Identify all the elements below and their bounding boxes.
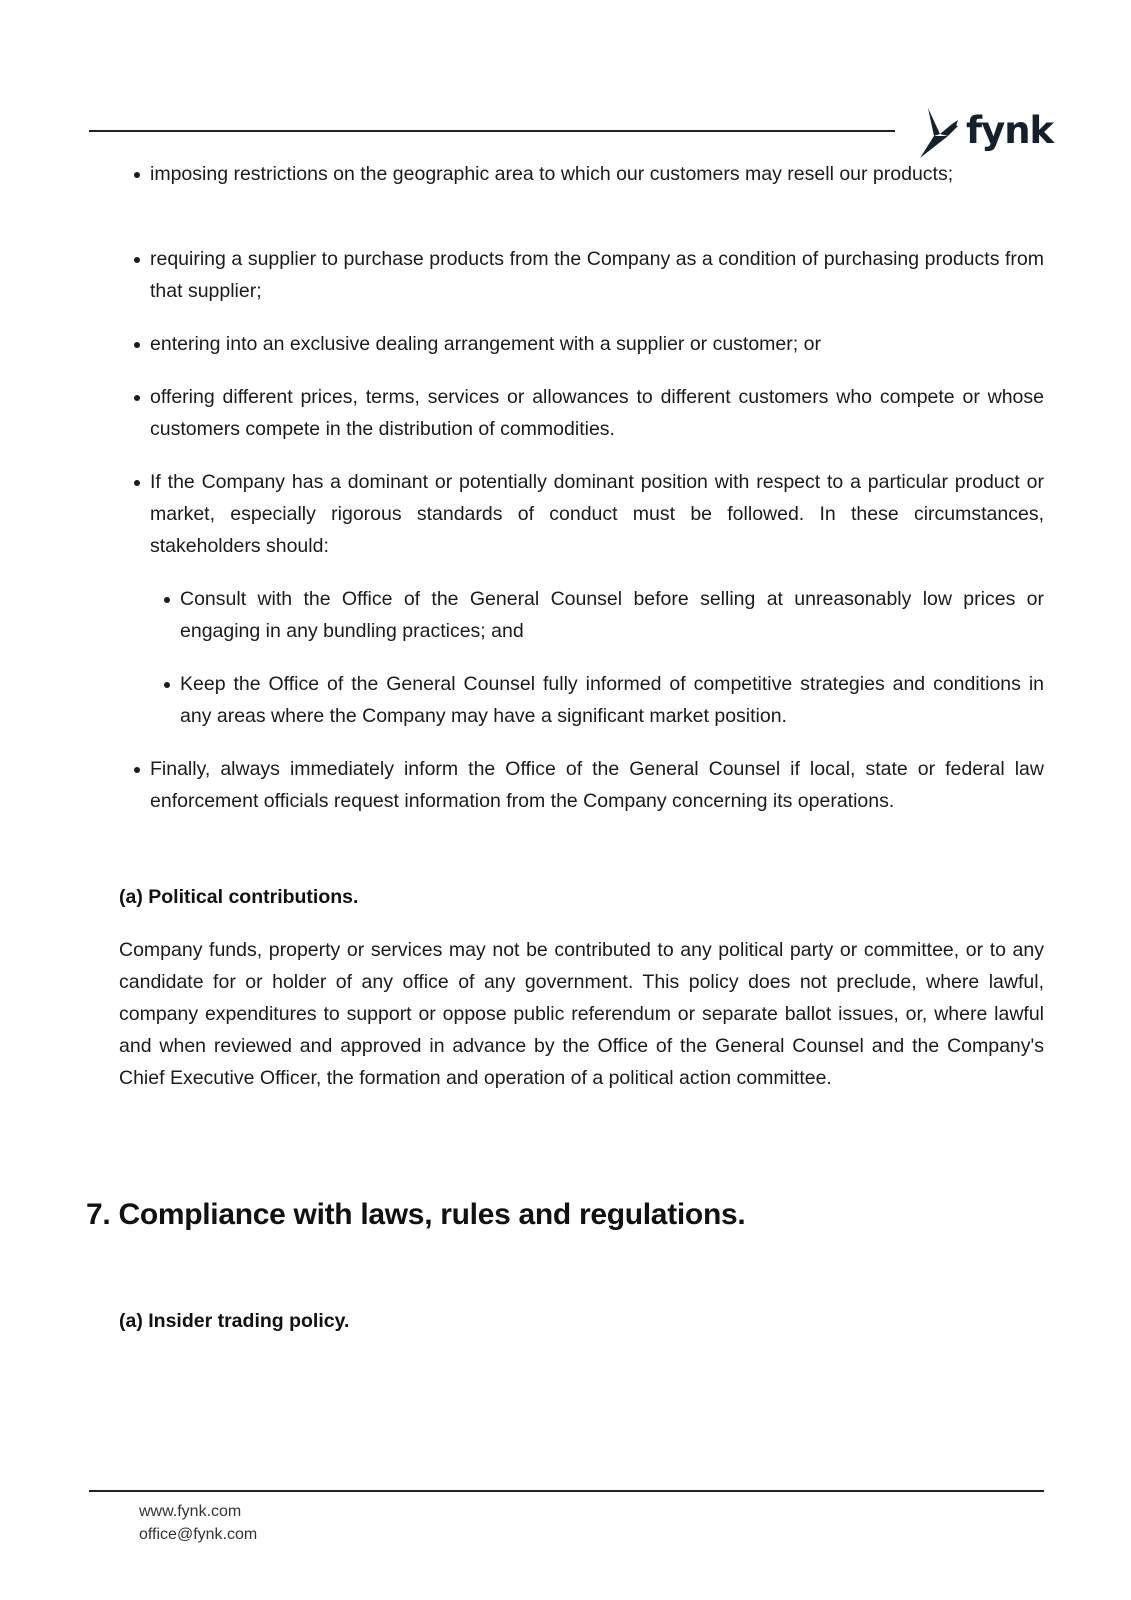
logo-text: fynk <box>966 108 1054 152</box>
sub-list-item: Keep the Office of the General Counsel fully informed of competitive strategies and conditions in any areas where the Company may have a significant market position. <box>180 668 1044 732</box>
political-contributions-heading: (a) Political contributions. <box>119 886 359 908</box>
political-contributions-paragraph: Company funds, property or services may not be contributed to any political party or committee, or to any candidate for or holder of any office of any government. This policy does not preclude, where lawful, company expenditures to support or oppose public referendum or separate ballot issues, or, where lawful and when reviewed and approved in advance by the Office of the General Counsel and the Company's Chief Executive Officer, the formation and operation of a political action committee. <box>119 939 1044 1089</box>
list-item: entering into an exclusive dealing arrangement with a supplier or customer; or <box>150 328 1044 360</box>
list-item: imposing restrictions on the geographic area to which our customers may resell our products; <box>150 158 1044 190</box>
list-item: Finally, always immediately inform the Office of the General Counsel if local, state or federal law enforcement officials request information from the Company concerning its operations. <box>150 753 1044 817</box>
footer <box>139 1500 257 1546</box>
list-item: If the Company has a dominant or potentially dominant position with respect to a particular product or market, especially rigorous standards of conduct must be followed. In these circumstances, stakeholders should: <box>150 466 1044 562</box>
footer-website: www.fynk.com <box>139 1503 242 1520</box>
section-title: 7. Compliance with laws, rules and regulations. <box>86 1198 746 1231</box>
bird-logo-icon <box>918 106 962 158</box>
list-item: offering different prices, terms, services or allowances to different customers who compete or whose customers compete in the distribution of commodities. <box>150 381 1044 445</box>
list-item: requiring a supplier to purchase products from the Company as a condition of purchasing products from that supplier; <box>150 243 1044 307</box>
sub-list-item: Consult with the Office of the General Counsel before selling at unreasonably low prices or engaging in any bundling practices; and <box>180 583 1044 647</box>
header-rule <box>89 130 895 132</box>
footer-email: office@fynk.com <box>139 1526 258 1543</box>
insider-trading-heading: (a) Insider trading policy. <box>119 1310 350 1332</box>
company-logo <box>918 104 1053 160</box>
footer-rule <box>89 1490 1044 1492</box>
